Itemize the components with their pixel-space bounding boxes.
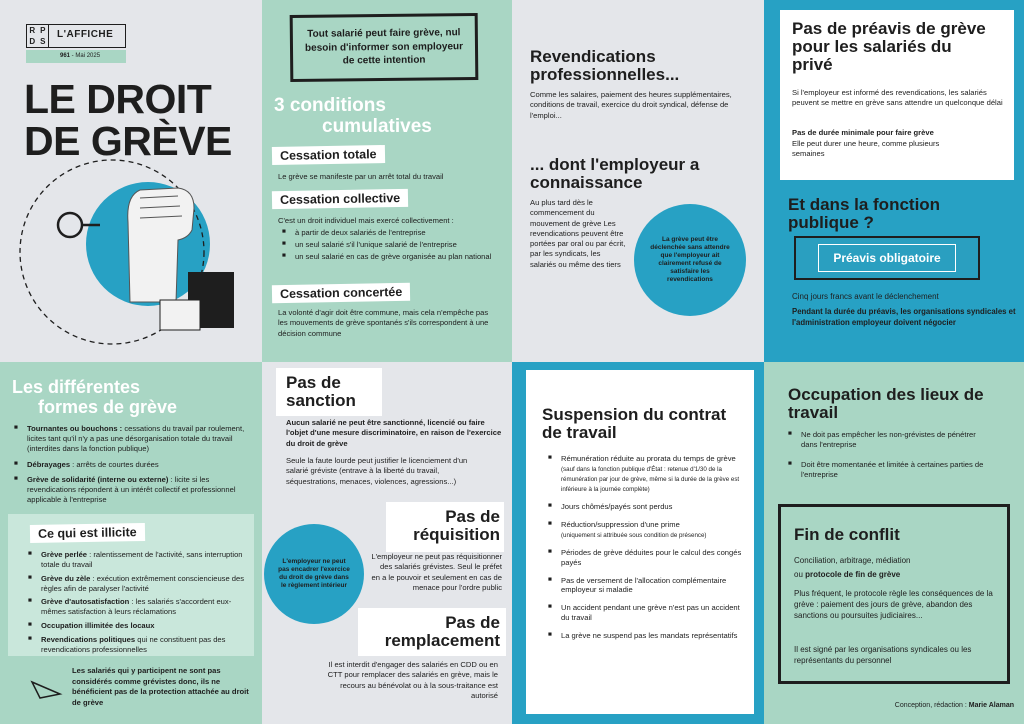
occupation-title: Occupation des lieux de travail <box>788 385 984 422</box>
list-item: ■ Doit être momentanée et limitée à certaines parties de l'entreprise <box>788 460 988 480</box>
list-item: ■ Débrayages : arrêts de courtes durées <box>14 460 250 470</box>
prive-title: Pas de préavis de grève pour les salariés du privé <box>792 19 986 74</box>
raised-fist-illustration <box>0 152 262 362</box>
list-item: ■ Occupation illimitée des locaux <box>28 621 246 631</box>
brand-title: L'AFFICHE <box>57 29 114 40</box>
publique-title: Et dans la fonction publique ? <box>788 195 941 232</box>
condition-2-list <box>282 228 502 264</box>
remplacement-text: Il est interdit d'engager des salariés en CDD ou en CTT pour remplacer des salariés en grève, mais le recours au bénévolat ou à la sous-traitance est autorisé <box>327 660 498 700</box>
info-circle: L'employeur ne peut pas encadrer l'exercice du droit de grève dans le règlement intérieur <box>264 524 364 624</box>
list-item: ■ Réduction/suppression d'une prime (uniquement si attribuée sous condition de présence) <box>548 520 742 540</box>
sanction-bold: Aucun salarié ne peut être sanctionné, licencié ou faire l'objet d'une mesure discriminatoire, en raison de l'exercice du droit de grève <box>286 418 502 448</box>
condition-3-title: Cessation concertée <box>272 283 411 303</box>
list-item: ■ La grève ne suspend pas les mandats représentatifs <box>548 631 742 641</box>
condition-2-title: Cessation collective <box>272 189 408 209</box>
list-item: ■ un seul salarié en cas de grève organisée au plan national <box>282 252 502 262</box>
remplacement-title: Pas de remplacement <box>384 613 500 650</box>
conditions-title-1: 3 conditions <box>274 95 386 116</box>
formes-title-1: Les différentes <box>12 377 141 397</box>
conditions-title-2: cumulatives <box>322 116 432 137</box>
list-item: ■ Revendications politiques qui ne constituent pas des revendications professionnelles <box>28 635 246 655</box>
list-item: ■ Rémunération réduite au prorata du temps de grève (sauf dans la fonction publique d'État : retenue d'1/30 de la rémunération par jour de grève, même si la durée de la grève est inférieure à la journée complète) <box>548 454 742 494</box>
prive-panel <box>764 0 1024 362</box>
prive-subtitle: Pas de durée minimale pour faire grève <box>792 128 934 137</box>
suspension-panel <box>512 362 764 724</box>
intro-box: Tout salarié peut faire grève, nul besoin d'informer son employeur de cette intention <box>290 13 479 81</box>
prive-text-2: Elle peut durer une heure, comme plusieurs semaines <box>792 139 940 159</box>
formes-list <box>14 424 250 511</box>
requisition-title: Pas de réquisition <box>413 507 500 544</box>
list-item: ■ Jours chômés/payés sont perdus <box>548 502 742 512</box>
condition-3-text: La volonté d'agir doit être commune, mais cela n'empêche pas les mouvements de grève spontanés s'ils correspondent à une décision commune <box>278 308 489 338</box>
list-item: ■ Pas de versement de l'allocation complémentaire employeur si maladie <box>548 576 742 596</box>
list-item: ■ Grève du zèle : exécution extrêmement consciencieuse des règles afin de paralyser l'activité <box>28 574 246 594</box>
conflit-line-1: Conciliation, arbitrage, médiation <box>794 556 911 565</box>
arrow-icon <box>30 678 64 700</box>
conditions-panel <box>262 0 512 362</box>
preavis-badge: Préavis obligatoire <box>794 236 980 280</box>
publique-bold: Pendant la durée du préavis, les organisations syndicales et l'administration employeur doivent négocier <box>792 307 1016 328</box>
formes-title-2: formes de grève <box>38 397 178 417</box>
illicite-title: Ce qui est illicite <box>30 523 145 543</box>
occupation-panel <box>764 362 1024 724</box>
list-item: ■ un seul salarié s'il l'unique salarié de l'entreprise <box>282 240 502 250</box>
logo: R P D S L'AFFICHE <box>26 24 126 48</box>
suspension-title: Suspension du contrat de travail <box>542 405 727 442</box>
sanction-text: Seule la faute lourde peut justifier le licenciement d'un salarié gréviste (entrave à la liberté du travail, séquestrations, menaces, violences, agressions...) <box>286 456 468 486</box>
issue-strip: 961 - Mai 2025 <box>26 50 126 63</box>
list-item: ■ Tournantes ou bouchons : cessations du travail par roulement, licites tant qu'il n'y a pas une désorganisation totale du travail (interdites dans la fonction publique) <box>14 424 250 454</box>
issue-date: Mai 2025 <box>75 53 101 59</box>
list-item: ■ Grève perlée : ralentissement de l'activité, sans interruption totale du travail <box>28 550 246 570</box>
page-title: LE DROIT DE GRÈVE <box>24 76 232 164</box>
suspension-list <box>548 454 742 649</box>
illicite-note: Les salariés qui y participent ne sont pas considérés comme grévistes donc, ils ne bénéficient pas de la protection attachée au droit de grève <box>72 666 249 707</box>
conflit-text-2: Il est signé par les organisations syndicales ou les représentants du personnel <box>794 645 972 666</box>
illicite-list <box>28 550 246 659</box>
credits: Conception, rédaction : Marie Alaman <box>894 702 1014 709</box>
title-panel <box>0 0 262 362</box>
revendications-title: Revendications professionnelles... <box>530 47 680 84</box>
conflit-title: Fin de conflit <box>794 525 900 544</box>
revendications-panel <box>512 0 764 362</box>
list-item: ■ Grève d'autosatisfaction : les salariés s'accordent eux-mêmes satisfaction à leurs réclamations <box>28 597 246 617</box>
issue-number: 961 <box>60 53 71 59</box>
requisition-text: L'employeur ne peut pas réquisitionner des salariés grévistes. Seul le préfet en a le pouvoir et seulement en cas de menace pour l'ordre public <box>371 552 502 592</box>
revendications-text: Comme les salaires, paiement des heures supplémentaires, conditions de travail, exercice du droit syndical, défense de l'emploi... <box>530 90 732 120</box>
list-item: ■ Grève de solidarité (interne ou externe) : licite si les revendications répondent à un intérêt collectif et professionnel applicable à l'entreprise <box>14 475 250 505</box>
conflit-text: Plus fréquent, le protocole règle les conséquences de la grève : paiement des jours de grève, abandon des sanctions ou poursuites judiciaires... <box>794 589 993 621</box>
list-item: ■ Un accident pendant une grève n'est pas un accident du travail <box>548 603 742 623</box>
condition-2-text: C'est un droit individuel mais exercé collectivement : <box>278 216 454 225</box>
info-circle: La grève peut être déclenchée sans attendre que l'employeur ait clairement refusé de satisfaire les revendications <box>634 204 746 316</box>
sanction-panel <box>262 362 512 724</box>
sanction-title: Pas de sanction <box>286 373 356 410</box>
employeur-title: ... dont l'employeur a connaissance <box>530 155 700 192</box>
employeur-text: Au plus tard dès le commencement du mouvement de grève Les revendications peuvent être portées par oral ou par écrit, par les syndicats, les salariés ou même des tiers <box>530 198 626 269</box>
prive-text: Si l'employeur est informé des revendications, les salariés peuvent se mettre en grève sans attendre un quelconque délai <box>792 88 1003 108</box>
list-item: ■ Ne doit pas empêcher les non-grévistes de pénétrer dans l'entreprise <box>788 430 988 450</box>
publique-text: Cinq jours francs avant le déclenchement <box>792 292 939 301</box>
list-item: ■ à partir de deux salariés de l'entreprise <box>282 228 502 238</box>
occupation-list <box>788 430 988 485</box>
formes-panel <box>0 362 262 724</box>
condition-1-title: Cessation totale <box>272 145 385 165</box>
condition-1-text: Le grève se manifeste par un arrêt total du travail <box>278 172 444 181</box>
conflit-line-2: ou protocole de fin de grève <box>794 570 901 579</box>
list-item: ■ Périodes de grève déduites pour le calcul des congés payés <box>548 548 742 568</box>
